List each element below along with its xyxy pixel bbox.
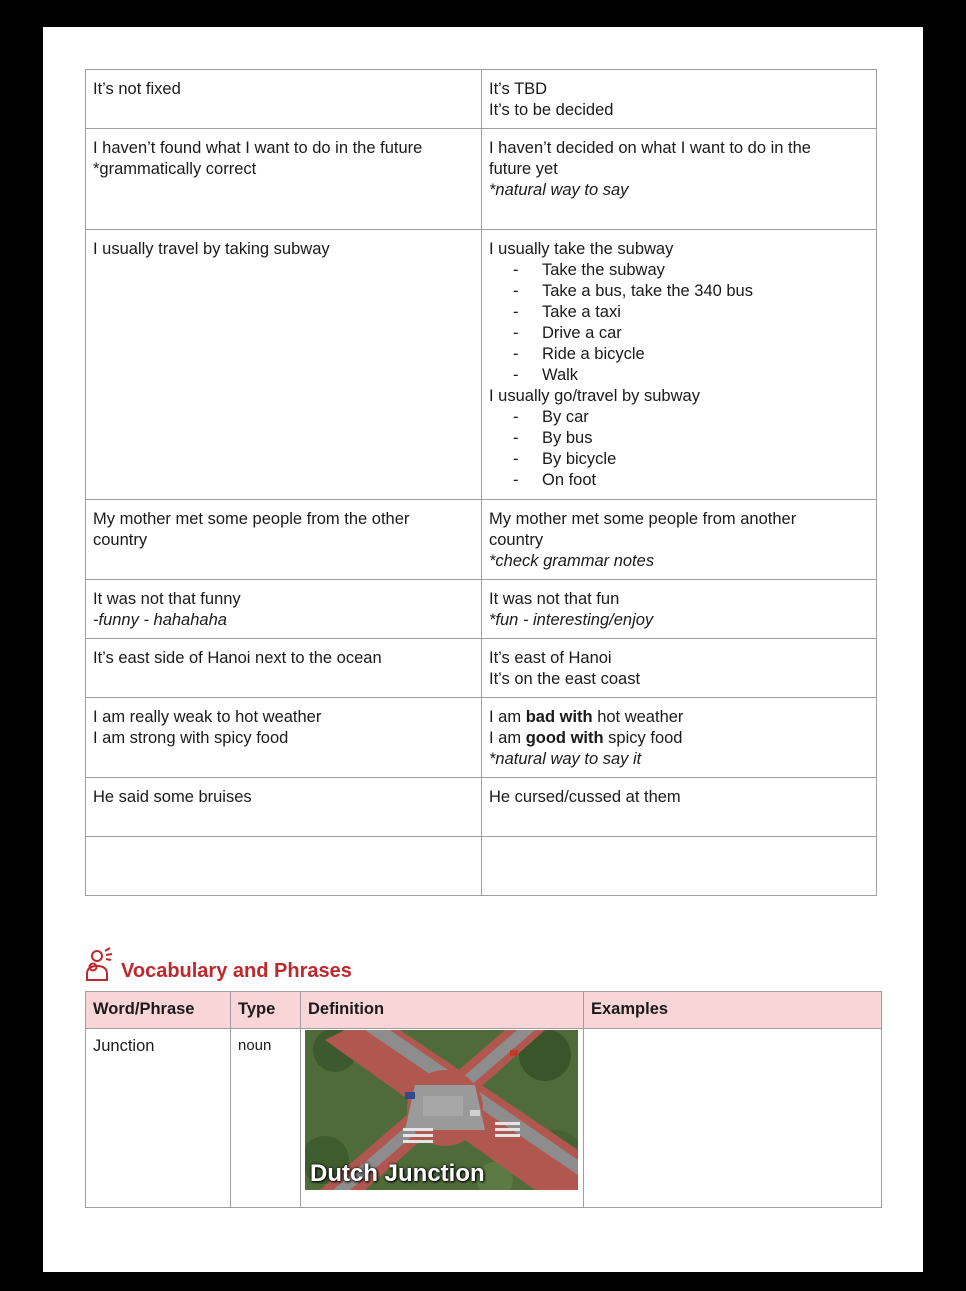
list-item: - By car — [513, 407, 869, 428]
corrected-cell: He cursed/cussed at them — [482, 778, 877, 837]
original-cell: I am really weak to hot weather I am strong with spicy food — [86, 698, 482, 778]
corrected-cell: It’s TBD It’s to be decided — [482, 70, 877, 129]
list-item: - By bus — [513, 428, 869, 449]
table-row — [86, 778, 877, 837]
corrected-cell: I usually take the subway - Take the subway - Take a bus, take the 340 bus - Take a taxi - Drive a car - Ride a bicycle - Walk I usually go/travel by subway - By car - By bus - By bicycle - On foot — [482, 230, 877, 500]
table-row — [86, 129, 877, 230]
corrected-cell: I haven’t decided on what I want to do in the future yet *natural way to say — [482, 129, 877, 230]
word-cell: Junction — [86, 1029, 231, 1208]
note: *check grammar notes — [489, 552, 655, 570]
examples-cell — [584, 1029, 882, 1208]
note: -funny - hahahaha — [93, 611, 227, 629]
junction-image — [305, 1030, 578, 1190]
column-header: Type — [231, 992, 301, 1029]
type-cell: noun — [231, 1029, 301, 1208]
empty-cell — [482, 837, 877, 896]
table-row — [86, 639, 877, 698]
table-row — [86, 837, 877, 896]
note: *natural way to say it — [489, 750, 642, 768]
note: *natural way to say — [489, 181, 629, 199]
corrected-cell: It’s east of Hanoi It’s on the east coast — [482, 639, 877, 698]
transport-list — [489, 260, 869, 386]
table-row — [86, 1029, 882, 1208]
vocabulary-table — [85, 991, 882, 1208]
header-row — [86, 992, 882, 1029]
corrected-cell: My mother met some people from another country *check grammar notes — [482, 500, 877, 580]
people-speaking-icon — [85, 947, 119, 983]
table-row — [86, 698, 877, 778]
list-item: - On foot — [513, 470, 869, 491]
list-item: - Drive a car — [513, 323, 869, 344]
list-item: - Ride a bicycle — [513, 344, 869, 365]
list-item: - By bicycle — [513, 449, 869, 470]
original-cell: It’s not fixed — [86, 70, 482, 129]
definition-cell — [301, 1029, 584, 1208]
corrected-cell: It was not that fun *fun - interesting/enjoy — [482, 580, 877, 639]
section-title: Vocabulary and Phrases — [121, 960, 352, 982]
column-header: Examples — [584, 992, 882, 1029]
corrected-cell: I am bad with hot weather I am good with spicy food *natural way to say it — [482, 698, 877, 778]
original-cell: I usually travel by taking subway — [86, 230, 482, 500]
by-transport-list — [489, 407, 869, 491]
image-caption: Dutch Junction — [310, 1160, 485, 1187]
list-item: - Walk — [513, 365, 869, 386]
list-item: - Take the subway — [513, 260, 869, 281]
list-item: - Take a taxi — [513, 302, 869, 323]
list-item: - Take a bus, take the 340 bus — [513, 281, 869, 302]
table-row — [86, 500, 877, 580]
table-row — [86, 580, 877, 639]
column-header: Definition — [301, 992, 584, 1029]
table-row — [86, 230, 877, 500]
column-header: Word/Phrase — [86, 992, 231, 1029]
original-cell: I haven’t found what I want to do in the future *grammatically correct — [86, 129, 482, 230]
original-cell: It’s east side of Hanoi next to the ocean — [86, 639, 482, 698]
original-cell: My mother met some people from the other country — [86, 500, 482, 580]
corrections-table — [85, 69, 877, 896]
vocabulary-heading — [85, 943, 352, 983]
empty-cell — [86, 837, 482, 896]
original-cell: He said some bruises — [86, 778, 482, 837]
original-cell: It was not that funny -funny - hahahaha — [86, 580, 482, 639]
table-row — [86, 70, 877, 129]
note: *fun - interesting/enjoy — [489, 611, 654, 629]
document-page — [43, 27, 923, 1272]
